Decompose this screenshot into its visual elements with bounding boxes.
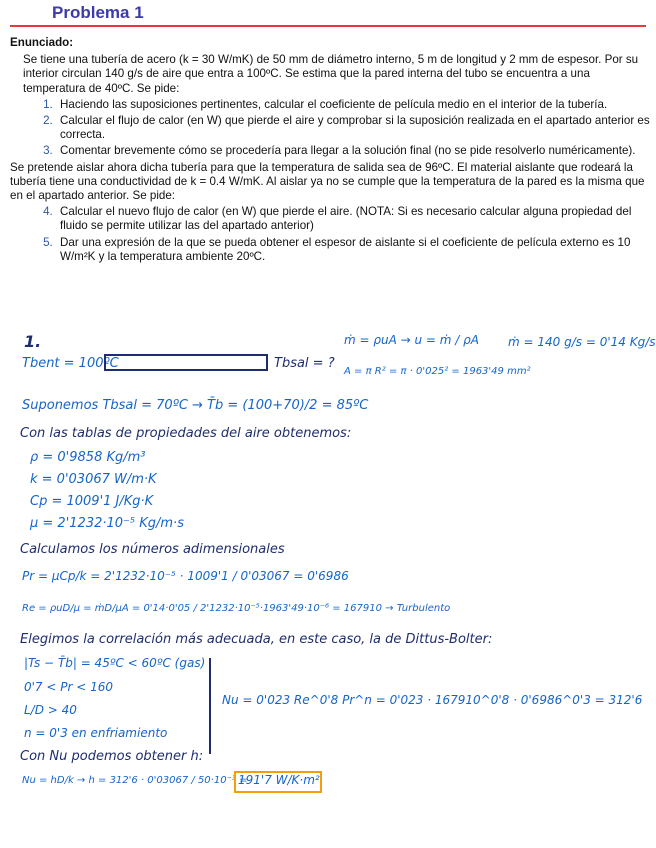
inlet-temperature: Tbent = 100ºC — [22, 356, 119, 371]
correlation-heading: Elegimos la correlación más adecuada, en este caso, la de Dittus-Bolter: — [20, 632, 493, 647]
temperature-assumption: Suponemos Tbsal = 70ºC → T̄b = (100+70)/2 = 85ºC — [22, 398, 369, 413]
viscosity-value: μ = 2'1232·10⁻⁵ Kg/m·s — [30, 516, 184, 531]
question-item: 2. Calcular el flujo de calor (en W) que pierde el aire y comprobar si la suposición realizada en el apartado anterior es correcta. — [56, 114, 650, 142]
conditions-brace — [209, 658, 219, 754]
title-rule — [10, 25, 646, 27]
conductivity-value: k = 0'03067 W/m·K — [30, 472, 157, 487]
reynolds-calculation: Re = ρuD/μ = ṁD/μA = 0'14·0'05 / 2'1232·10⁻⁵·1963'49·10⁻⁶ = 167910 → Turbulento — [22, 603, 451, 614]
h-result: 191'7 W/K·m² — [238, 773, 320, 787]
statement-intro: Se tiene una tubería de acero (k = 30 W/mK) de 50 mm de diámetro interno, 5 m de longitud y 2 mm de espesor. Por su interior circulan 140 g/s de aire que entra a 100ºC. Se estima que la pared interna del tubo se encuentra a una temperatura de 40ºC. Se pide: — [23, 53, 639, 95]
prandtl-calculation: Pr = μCp/k = 2'1232·10⁻⁵ · 1009'1 / 0'03067 = 0'6986 — [22, 569, 349, 583]
mass-flow-formula: ṁ = ρuA → u = ṁ / ρA — [344, 333, 479, 347]
specific-heat-value: Cp = 1009'1 J/Kg·K — [30, 494, 154, 509]
page-title: Problema 1 — [52, 3, 144, 22]
properties-heading: Con las tablas de propiedades del aire obtenemos: — [20, 426, 352, 441]
condition-prandtl: 0'7 < Pr < 160 — [24, 680, 114, 694]
question-list-a — [10, 98, 650, 159]
condition-temperature: |Ts − T̄b| = 45ºC < 60ºC (gas) — [24, 656, 206, 670]
outlet-temperature: Tbsal = ? — [274, 356, 335, 371]
statement-middle: Se pretende aislar ahora dicha tubería para que la temperatura de salida sea de 96ºC. El material aislante que rodeará la tubería tiene una conductividad de k = 0.4 W/mK. Al aislar ya no se cumple que la temperatura de la pared es la misma que en el apartado anterior. Se pide: — [10, 160, 645, 203]
h-heading: Con Nu podemos obtener h: — [20, 749, 204, 764]
question-list-b — [10, 205, 650, 264]
area-calculation: A = π R² = π · 0'025² = 1963'49 mm² — [344, 366, 531, 377]
mass-flow-value: ṁ = 140 g/s = 0'14 Kg/s — [508, 335, 656, 349]
problem-statement — [10, 36, 650, 266]
nusselt-correlation: Nu = 0'023 Re^0'8 Pr^n = 0'023 · 167910^0'8 · 0'6986^0'3 = 312'6 — [222, 693, 643, 707]
dimensionless-heading: Calculamos los números adimensionales — [20, 542, 285, 557]
density-value: ρ = 0'9858 Kg/m³ — [30, 450, 146, 465]
question-item: 4. Calcular el nuevo flujo de calor (en W) que pierde el aire. (NOTA: Si es necesario calcular alguna propiedad del fluido se permite utilizar las del apartado anterior) — [56, 205, 650, 233]
condition-length: L/D > 40 — [24, 703, 77, 717]
statement-heading: Enunciado: — [10, 36, 74, 49]
question-item: 5. Dar una expresión de la que se pueda obtener el espesor de aislante si el coeficiente de película externo es 10 W/m²K y la temperatura ambiente 20ºC. — [56, 236, 650, 264]
h-calculation: Nu = hD/k → h = 312'6 · 0'03067 / 50·10⁻³ = — [22, 775, 248, 786]
question-item: 3. Comentar brevemente cómo se procedería para llegar a la solución final (no se pide resolverlo numéricamente). — [56, 144, 650, 158]
solution-number: 1. — [24, 332, 42, 351]
condition-exponent: n = 0'3 en enfriamiento — [24, 726, 168, 740]
question-item: 1. Haciendo las suposiciones pertinentes, calcular el coeficiente de película medio en el interior de la tubería. — [56, 98, 650, 112]
pipe-sketch — [104, 354, 268, 371]
